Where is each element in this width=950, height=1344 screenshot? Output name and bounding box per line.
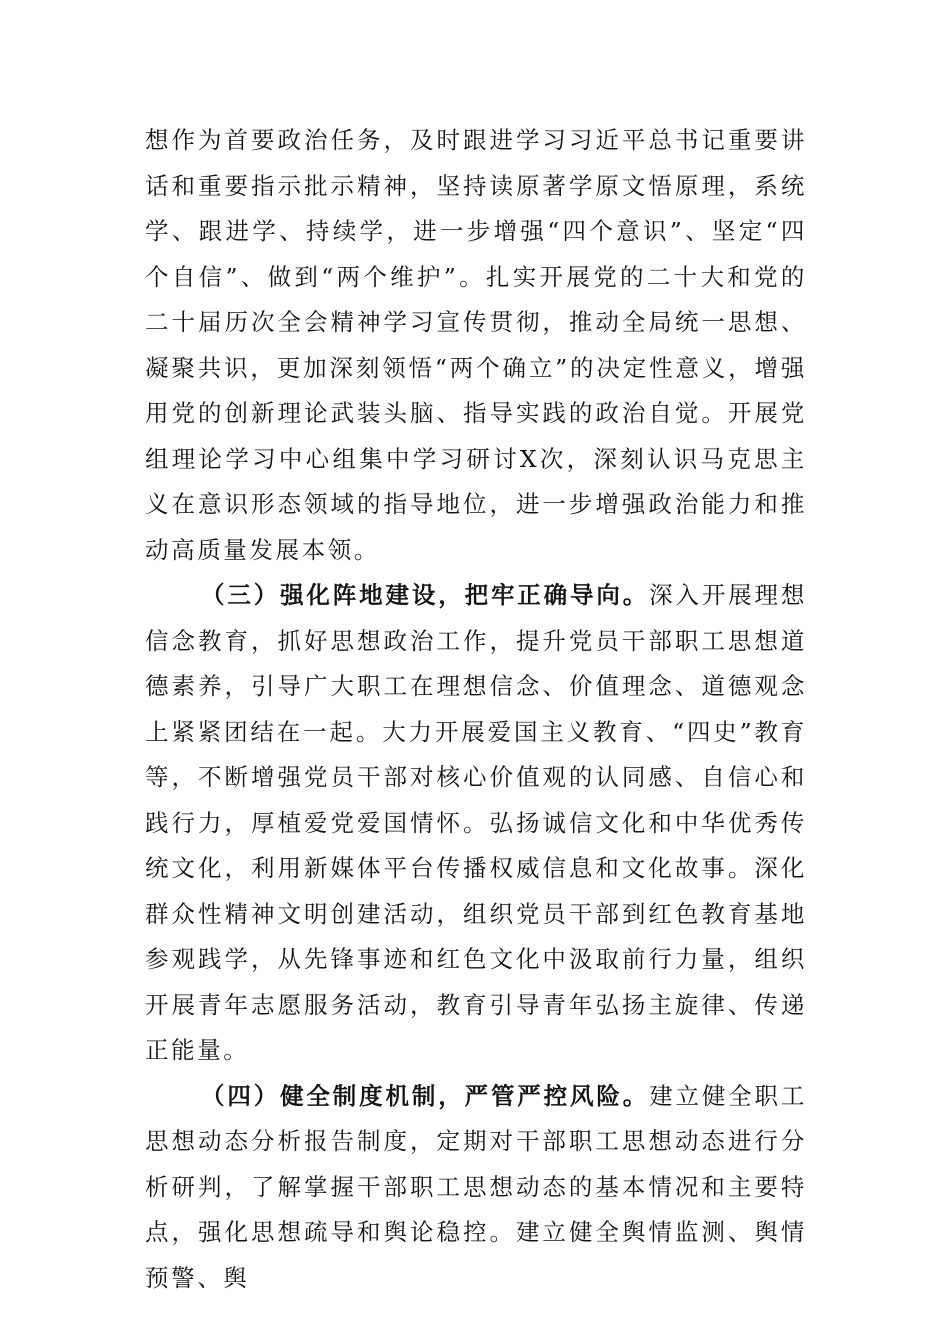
paragraph-1 — [145, 118, 807, 573]
paragraph-2-heading: （三）强化阵地建设，把牢正确导向。 — [201, 581, 650, 609]
paragraph-1-text: 想作为首要政治任务，及时跟进学习习近平总书记重要讲话和重要指示批示精神，坚持读原著学原文悟原理，系统学、跟进学、持续学，进一步增强“四个意识”、坚定“四个自信”、做到“两个维护”。扎实开展党的二十大和党的二十届历次全会精神学习宣传贯彻，推动全局统一思想、凝聚共识，更加深刻领悟“两个确立”的决定性意义，增强用党的创新理论武装头脑、指导实践的政治自觉。开展党组理论学习中心组集中学习研讨X次，深刻认识马克思主义在意识形态领域的指导地位，进一步增强政治能力和推动高质量发展本领。 — [145, 126, 807, 564]
document-body — [145, 118, 807, 1301]
paragraph-3 — [145, 1074, 807, 1302]
paragraph-2-text: 深入开展理想信念教育，抓好思想政治工作，提升党员干部职工思想道德素养，引导广大职工在理想信念、价值理念、道德观念上紧紧团结在一起。大力开展爱国主义教育、“四史”教育等，不断增强党员干部对核心价值观的认同感、自信心和践行力，厚植爱党爱国情怀。弘扬诚信文化和中华优秀传统文化，利用新媒体平台传播权威信息和文化故事。深化群众性精神文明创建活动，组织党员干部到红色教育基地参观践学，从先锋事迹和红色文化中汲取前行力量，组织开展青年志愿服务活动，教育引导青年弘扬主旋律、传递正能量。 — [145, 581, 808, 1064]
paragraph-3-heading: （四）健全制度机制，严管严控风险。 — [201, 1081, 650, 1110]
paragraph-2 — [145, 573, 807, 1074]
paragraph-3-text: 建立健全职工思想动态分析报告制度，定期对干部职工思想动态进行分析研判，了解掌握干部职工思想动态的基本情况和主要特点，强化思想疏导和舆论稳控。建立健全舆情监测、舆情预警、舆 — [145, 1081, 808, 1292]
